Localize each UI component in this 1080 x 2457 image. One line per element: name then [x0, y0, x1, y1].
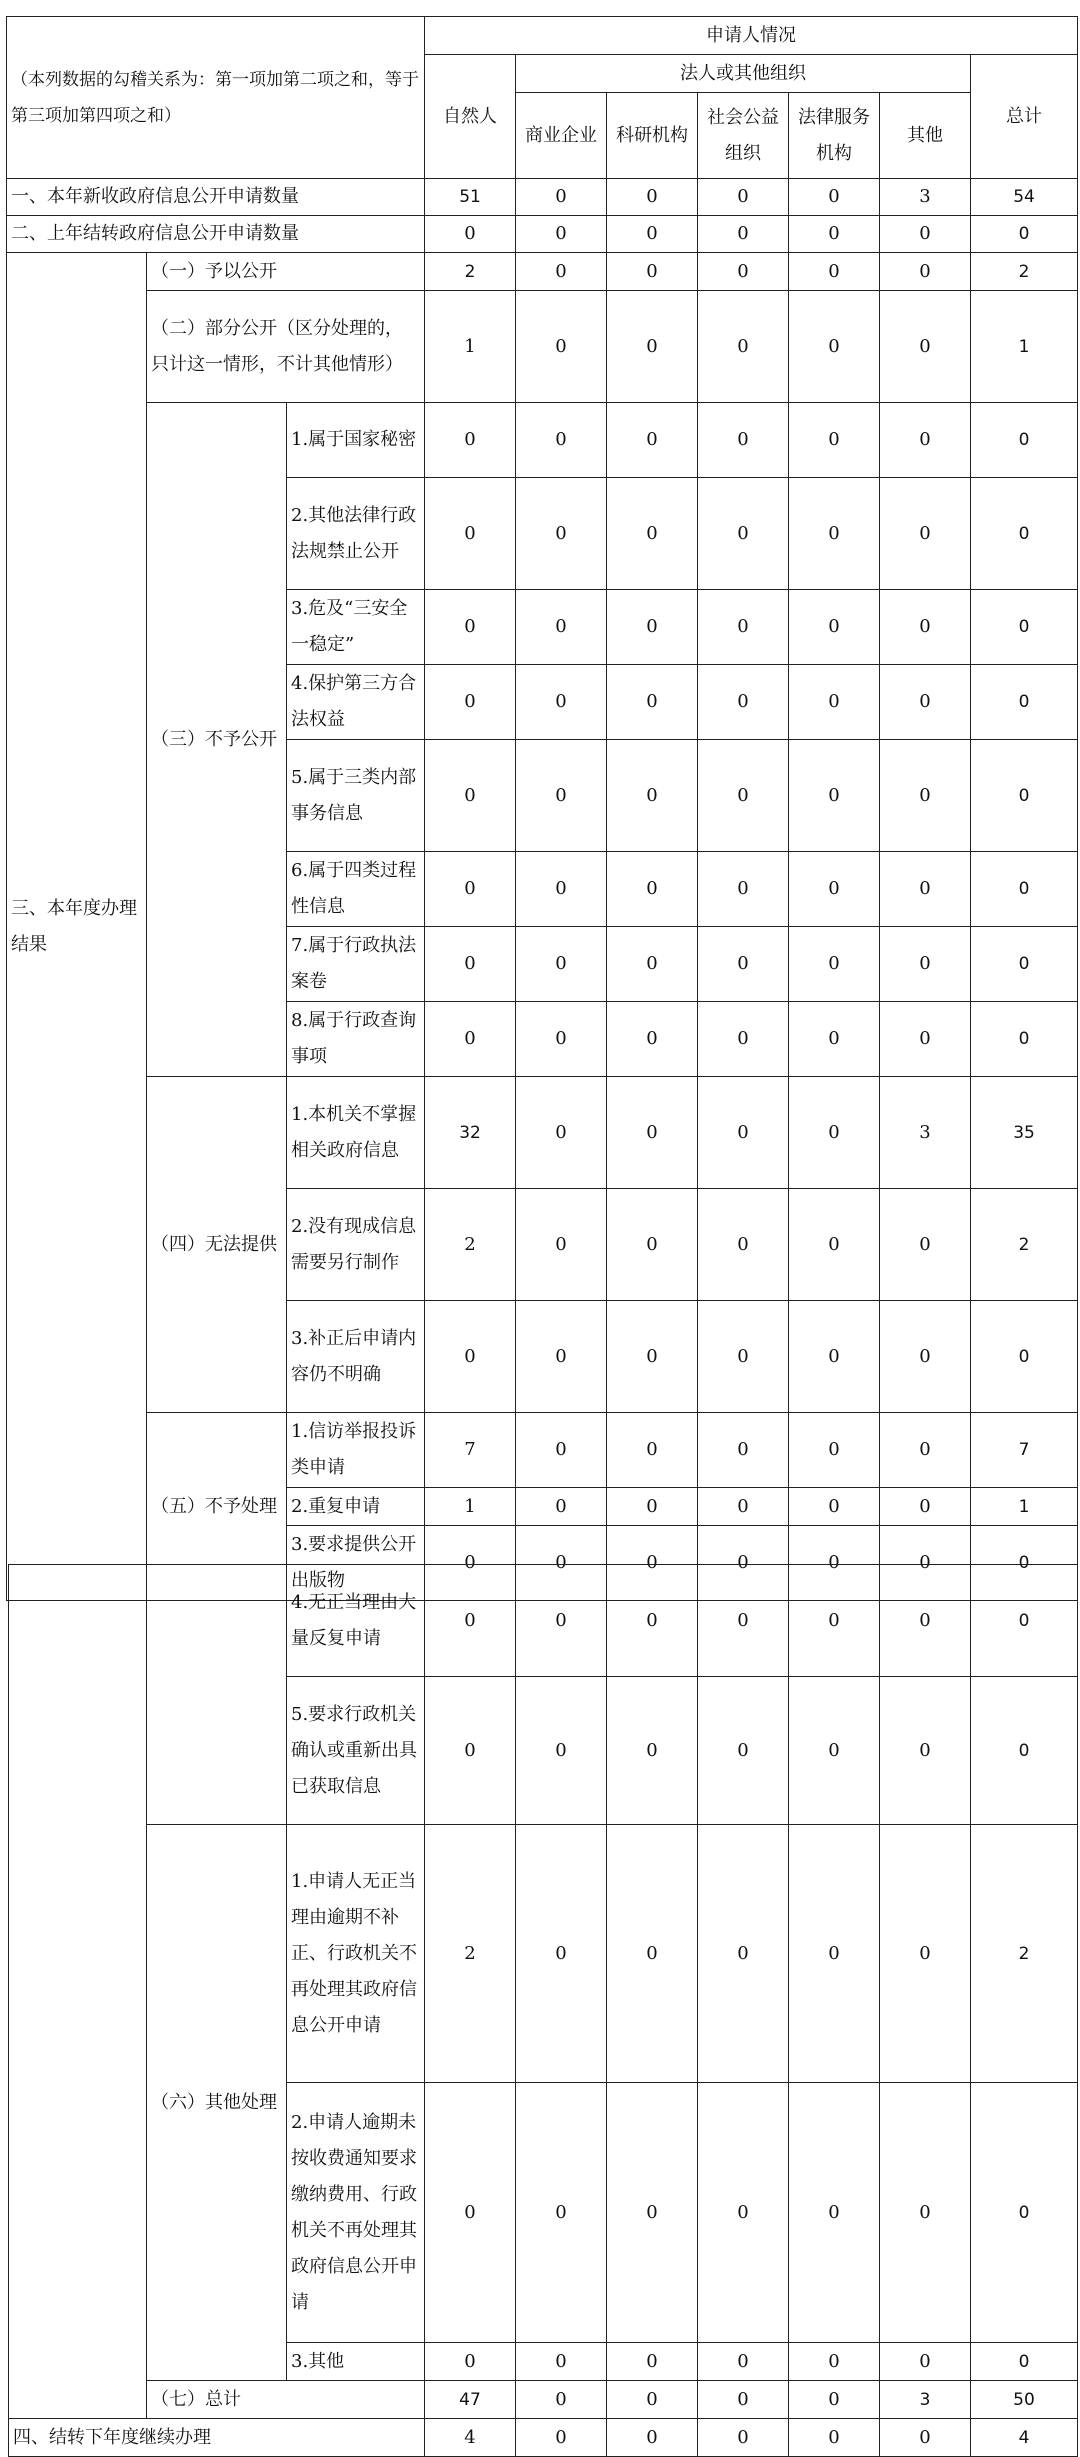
cell-business: 0 [516, 852, 607, 927]
row-label: 2.重复申请 [287, 1488, 425, 1526]
cell-natural-person: 0 [425, 590, 516, 665]
cell-social-welfare: 0 [698, 852, 789, 927]
cell-legal-service: 0 [789, 1825, 880, 2083]
row-label: 6.属于四类过程性信息 [287, 852, 425, 927]
cell-social-welfare: 0 [698, 2343, 789, 2381]
row-label: 四、结转下年度继续办理 [9, 2419, 425, 2457]
row-label: 1.属于国家秘密 [287, 403, 425, 478]
cell-legal-service: 0 [789, 253, 880, 291]
cell-other: 0 [880, 1002, 971, 1077]
cell-business: 0 [516, 1077, 607, 1189]
cell-research: 0 [607, 740, 698, 852]
cell-social-welfare: 0 [698, 1677, 789, 1825]
cell-business: 0 [516, 291, 607, 403]
results-table-part-2 [8, 1564, 1078, 2457]
table-row [9, 1825, 1078, 2083]
cell-social-welfare: 0 [698, 179, 789, 216]
cell-research: 0 [607, 852, 698, 927]
row-label: 8.属于行政查询事项 [287, 1002, 425, 1077]
cell-social-welfare: 0 [698, 1565, 789, 1677]
cell-other: 3 [880, 1077, 971, 1189]
table-row [9, 2419, 1078, 2457]
cell-natural-person: 0 [425, 1002, 516, 1077]
cell-social-welfare: 0 [698, 1189, 789, 1301]
cell-social-welfare: 0 [698, 740, 789, 852]
row-label: 3.要求提供公开出版物 [287, 1526, 425, 1601]
cell-natural-person: 0 [425, 852, 516, 927]
cell-other: 0 [880, 1677, 971, 1825]
cell-legal-service: 0 [789, 1677, 880, 1825]
row-label: 5.属于三类内部事务信息 [287, 740, 425, 852]
cell-total: 1 [971, 291, 1078, 403]
cell-legal-service: 0 [789, 2381, 880, 2419]
cell-other: 0 [880, 852, 971, 927]
cell-other: 0 [880, 927, 971, 1002]
cell-other: 3 [880, 2381, 971, 2419]
cell-total: 0 [971, 1565, 1078, 1677]
table-row [7, 179, 1078, 216]
group-5-label: （五）不予处理 [147, 1413, 287, 1601]
cell-other: 0 [880, 253, 971, 291]
cell-total: 50 [971, 2381, 1078, 2419]
cell-legal-service: 0 [789, 291, 880, 403]
cell-total: 0 [971, 590, 1078, 665]
cell-natural-person: 0 [425, 740, 516, 852]
cell-legal-service: 0 [789, 1077, 880, 1189]
cell-research: 0 [607, 2381, 698, 2419]
cell-legal-service: 0 [789, 1301, 880, 1413]
cell-natural-person: 0 [425, 216, 516, 253]
cell-business: 0 [516, 478, 607, 590]
row-label: 3.其他 [287, 2343, 425, 2381]
cell-legal-service: 0 [789, 2343, 880, 2381]
cell-other: 0 [880, 291, 971, 403]
cell-total: 54 [971, 179, 1078, 216]
cell-natural-person: 7 [425, 1413, 516, 1488]
cell-total: 0 [971, 216, 1078, 253]
cell-natural-person: 47 [425, 2381, 516, 2419]
cell-other: 0 [880, 2343, 971, 2381]
row-label: （一）予以公开 [147, 253, 425, 291]
cell-natural-person: 1 [425, 1488, 516, 1526]
cell-research: 0 [607, 1677, 698, 1825]
cell-business: 0 [516, 216, 607, 253]
cell-total: 2 [971, 253, 1078, 291]
cell-social-welfare: 0 [698, 1526, 789, 1601]
cell-business: 0 [516, 253, 607, 291]
cell-other: 0 [880, 478, 971, 590]
cell-research: 0 [607, 253, 698, 291]
cell-business: 0 [516, 1825, 607, 2083]
cell-natural-person: 0 [425, 927, 516, 1002]
cell-social-welfare: 0 [698, 2419, 789, 2457]
cell-total: 0 [971, 2083, 1078, 2343]
cell-research: 0 [607, 1413, 698, 1488]
cell-business: 0 [516, 590, 607, 665]
col-research: 科研机构 [607, 93, 698, 179]
cell-total: 0 [971, 1301, 1078, 1413]
group-4-label: （四）无法提供 [147, 1077, 287, 1413]
cell-total: 0 [971, 852, 1078, 927]
row-label: 1.申请人无正当理由逾期不补正、行政机关不再处理其政府信息公开申请 [287, 1825, 425, 2083]
cell-other: 0 [880, 590, 971, 665]
cell-legal-service: 0 [789, 1002, 880, 1077]
cell-total: 0 [971, 1677, 1078, 1825]
table-row [7, 216, 1078, 253]
cell-legal-service: 0 [789, 852, 880, 927]
table-row [7, 1413, 1078, 1488]
legal-orgs-header: 法人或其他组织 [516, 55, 971, 93]
cell-social-welfare: 0 [698, 1413, 789, 1488]
cell-business: 0 [516, 2343, 607, 2381]
cell-social-welfare: 0 [698, 403, 789, 478]
cell-research: 0 [607, 590, 698, 665]
cell-research: 0 [607, 2419, 698, 2457]
cell-natural-person: 0 [425, 665, 516, 740]
cell-total: 1 [971, 1488, 1078, 1526]
cell-total: 0 [971, 1002, 1078, 1077]
row-label: 二、上年结转政府信息公开申请数量 [7, 216, 425, 253]
cell-total: 2 [971, 1825, 1078, 2083]
cell-research: 0 [607, 1526, 698, 1601]
cell-natural-person: 1 [425, 291, 516, 403]
row-label: 3.补正后申请内容仍不明确 [287, 1301, 425, 1413]
cell-business: 0 [516, 2083, 607, 2343]
col-total: 总计 [971, 55, 1078, 179]
cell-research: 0 [607, 216, 698, 253]
cell-social-welfare: 0 [698, 2381, 789, 2419]
row-label: 4.无正当理由大量反复申请 [287, 1565, 425, 1677]
cell-legal-service: 0 [789, 1189, 880, 1301]
cell-other: 0 [880, 1301, 971, 1413]
cell-other: 0 [880, 665, 971, 740]
cell-social-welfare: 0 [698, 1002, 789, 1077]
cell-business: 0 [516, 665, 607, 740]
cell-other: 0 [880, 1413, 971, 1488]
cell-legal-service: 0 [789, 665, 880, 740]
row-label: 7.属于行政执法案卷 [287, 927, 425, 1002]
cell-research: 0 [607, 1488, 698, 1526]
table-row [7, 403, 1078, 478]
row-label: 2.申请人逾期未按收费通知要求缴纳费用、行政机关不再处理其政府信息公开申请 [287, 2083, 425, 2343]
cell-research: 0 [607, 927, 698, 1002]
cell-business: 0 [516, 1413, 607, 1488]
table-row [7, 1077, 1078, 1189]
cell-research: 0 [607, 1301, 698, 1413]
cell-other: 0 [880, 1189, 971, 1301]
col-legal-service: 法律服务机构 [789, 93, 880, 179]
cell-total: 0 [971, 1526, 1078, 1601]
cell-legal-service: 0 [789, 403, 880, 478]
col-natural-person: 自然人 [425, 55, 516, 179]
cell-business: 0 [516, 1526, 607, 1601]
cell-research: 0 [607, 2083, 698, 2343]
cell-business: 0 [516, 740, 607, 852]
cell-total: 7 [971, 1413, 1078, 1488]
col-social-welfare: 社会公益组织 [698, 93, 789, 179]
cell-social-welfare: 0 [698, 2083, 789, 2343]
cell-total: 0 [971, 665, 1078, 740]
cell-business: 0 [516, 1002, 607, 1077]
table-row [9, 1565, 1078, 1677]
row-label: 5.要求行政机关确认或重新出具已获取信息 [287, 1677, 425, 1825]
cell-social-welfare: 0 [698, 291, 789, 403]
cell-research: 0 [607, 665, 698, 740]
cell-natural-person: 0 [425, 1677, 516, 1825]
cell-natural-person: 2 [425, 1825, 516, 2083]
cell-legal-service: 0 [789, 1526, 880, 1601]
cell-legal-service: 0 [789, 590, 880, 665]
relation-note: （本列数据的勾稽关系为：第一项加第二项之和，等于第三项加第四项之和） [7, 17, 425, 179]
row-label: 3.危及“三安全一稳定” [287, 590, 425, 665]
continued-label-cell [9, 1565, 147, 2419]
cell-other: 0 [880, 1825, 971, 2083]
cell-business: 0 [516, 2419, 607, 2457]
cell-other: 3 [880, 179, 971, 216]
cell-legal-service: 0 [789, 179, 880, 216]
cell-natural-person: 0 [425, 1526, 516, 1601]
cell-business: 0 [516, 1488, 607, 1526]
cell-business: 0 [516, 403, 607, 478]
cell-natural-person: 4 [425, 2419, 516, 2457]
col-other: 其他 [880, 93, 971, 179]
section-3-label: 三、本年度办理结果 [7, 253, 147, 1601]
cell-social-welfare: 0 [698, 665, 789, 740]
cell-total: 0 [971, 478, 1078, 590]
cell-research: 0 [607, 2343, 698, 2381]
cell-legal-service: 0 [789, 2419, 880, 2457]
table-row [9, 2381, 1078, 2419]
cell-total: 4 [971, 2419, 1078, 2457]
cell-other: 0 [880, 1526, 971, 1601]
results-table-part-1 [6, 16, 1078, 1601]
cell-legal-service: 0 [789, 1565, 880, 1677]
cell-business: 0 [516, 1565, 607, 1677]
cell-social-welfare: 0 [698, 1825, 789, 2083]
col-business: 商业企业 [516, 93, 607, 179]
cell-legal-service: 0 [789, 1413, 880, 1488]
cell-natural-person: 2 [425, 253, 516, 291]
cell-research: 0 [607, 1565, 698, 1677]
row-label: 一、本年新收政府信息公开申请数量 [7, 179, 425, 216]
cell-natural-person: 32 [425, 1077, 516, 1189]
cell-natural-person: 0 [425, 2343, 516, 2381]
cell-social-welfare: 0 [698, 1488, 789, 1526]
row-label: 1.本机关不掌握相关政府信息 [287, 1077, 425, 1189]
cell-research: 0 [607, 1189, 698, 1301]
cell-other: 0 [880, 740, 971, 852]
cell-total: 0 [971, 2343, 1078, 2381]
cell-legal-service: 0 [789, 1488, 880, 1526]
row-label: 2.没有现成信息需要另行制作 [287, 1189, 425, 1301]
cell-social-welfare: 0 [698, 1077, 789, 1189]
row-label: （二）部分公开（区分处理的，只计这一情形，不计其他情形） [147, 291, 425, 403]
cell-research: 0 [607, 1002, 698, 1077]
cell-business: 0 [516, 927, 607, 1002]
row-label: 2.其他法律行政法规禁止公开 [287, 478, 425, 590]
applicant-situation-header: 申请人情况 [425, 17, 1078, 55]
cell-legal-service: 0 [789, 478, 880, 590]
row-label: （七）总计 [147, 2381, 425, 2419]
cell-social-welfare: 0 [698, 253, 789, 291]
cell-social-welfare: 0 [698, 1301, 789, 1413]
cell-social-welfare: 0 [698, 590, 789, 665]
cell-social-welfare: 0 [698, 927, 789, 1002]
row-label: 4.保护第三方合法权益 [287, 665, 425, 740]
cell-natural-person: 51 [425, 179, 516, 216]
table-row [7, 291, 1078, 403]
cell-research: 0 [607, 179, 698, 216]
cell-natural-person: 0 [425, 2083, 516, 2343]
cell-legal-service: 0 [789, 2083, 880, 2343]
cell-research: 0 [607, 1077, 698, 1189]
cell-research: 0 [607, 1825, 698, 2083]
cell-other: 0 [880, 1488, 971, 1526]
cell-natural-person: 0 [425, 478, 516, 590]
cell-legal-service: 0 [789, 216, 880, 253]
continued-group-cell [147, 1565, 287, 1825]
cell-other: 0 [880, 1565, 971, 1677]
cell-legal-service: 0 [789, 740, 880, 852]
table-row [7, 253, 1078, 291]
cell-total: 0 [971, 927, 1078, 1002]
cell-natural-person: 0 [425, 1301, 516, 1413]
cell-total: 0 [971, 740, 1078, 852]
cell-research: 0 [607, 403, 698, 478]
cell-business: 0 [516, 1677, 607, 1825]
cell-natural-person: 0 [425, 1565, 516, 1677]
row-label: 1.信访举报投诉类申请 [287, 1413, 425, 1488]
group-6-label: （六）其他处理 [147, 1825, 287, 2381]
cell-business: 0 [516, 179, 607, 216]
cell-other: 0 [880, 2419, 971, 2457]
cell-total: 2 [971, 1189, 1078, 1301]
cell-other: 0 [880, 403, 971, 478]
group-3-label: （三）不予公开 [147, 403, 287, 1077]
cell-other: 0 [880, 2083, 971, 2343]
cell-social-welfare: 0 [698, 216, 789, 253]
cell-legal-service: 0 [789, 927, 880, 1002]
cell-business: 0 [516, 2381, 607, 2419]
cell-natural-person: 2 [425, 1189, 516, 1301]
cell-social-welfare: 0 [698, 478, 789, 590]
cell-total: 35 [971, 1077, 1078, 1189]
cell-natural-person: 0 [425, 403, 516, 478]
cell-business: 0 [516, 1189, 607, 1301]
cell-other: 0 [880, 216, 971, 253]
cell-research: 0 [607, 291, 698, 403]
cell-total: 0 [971, 403, 1078, 478]
cell-research: 0 [607, 478, 698, 590]
cell-business: 0 [516, 1301, 607, 1413]
